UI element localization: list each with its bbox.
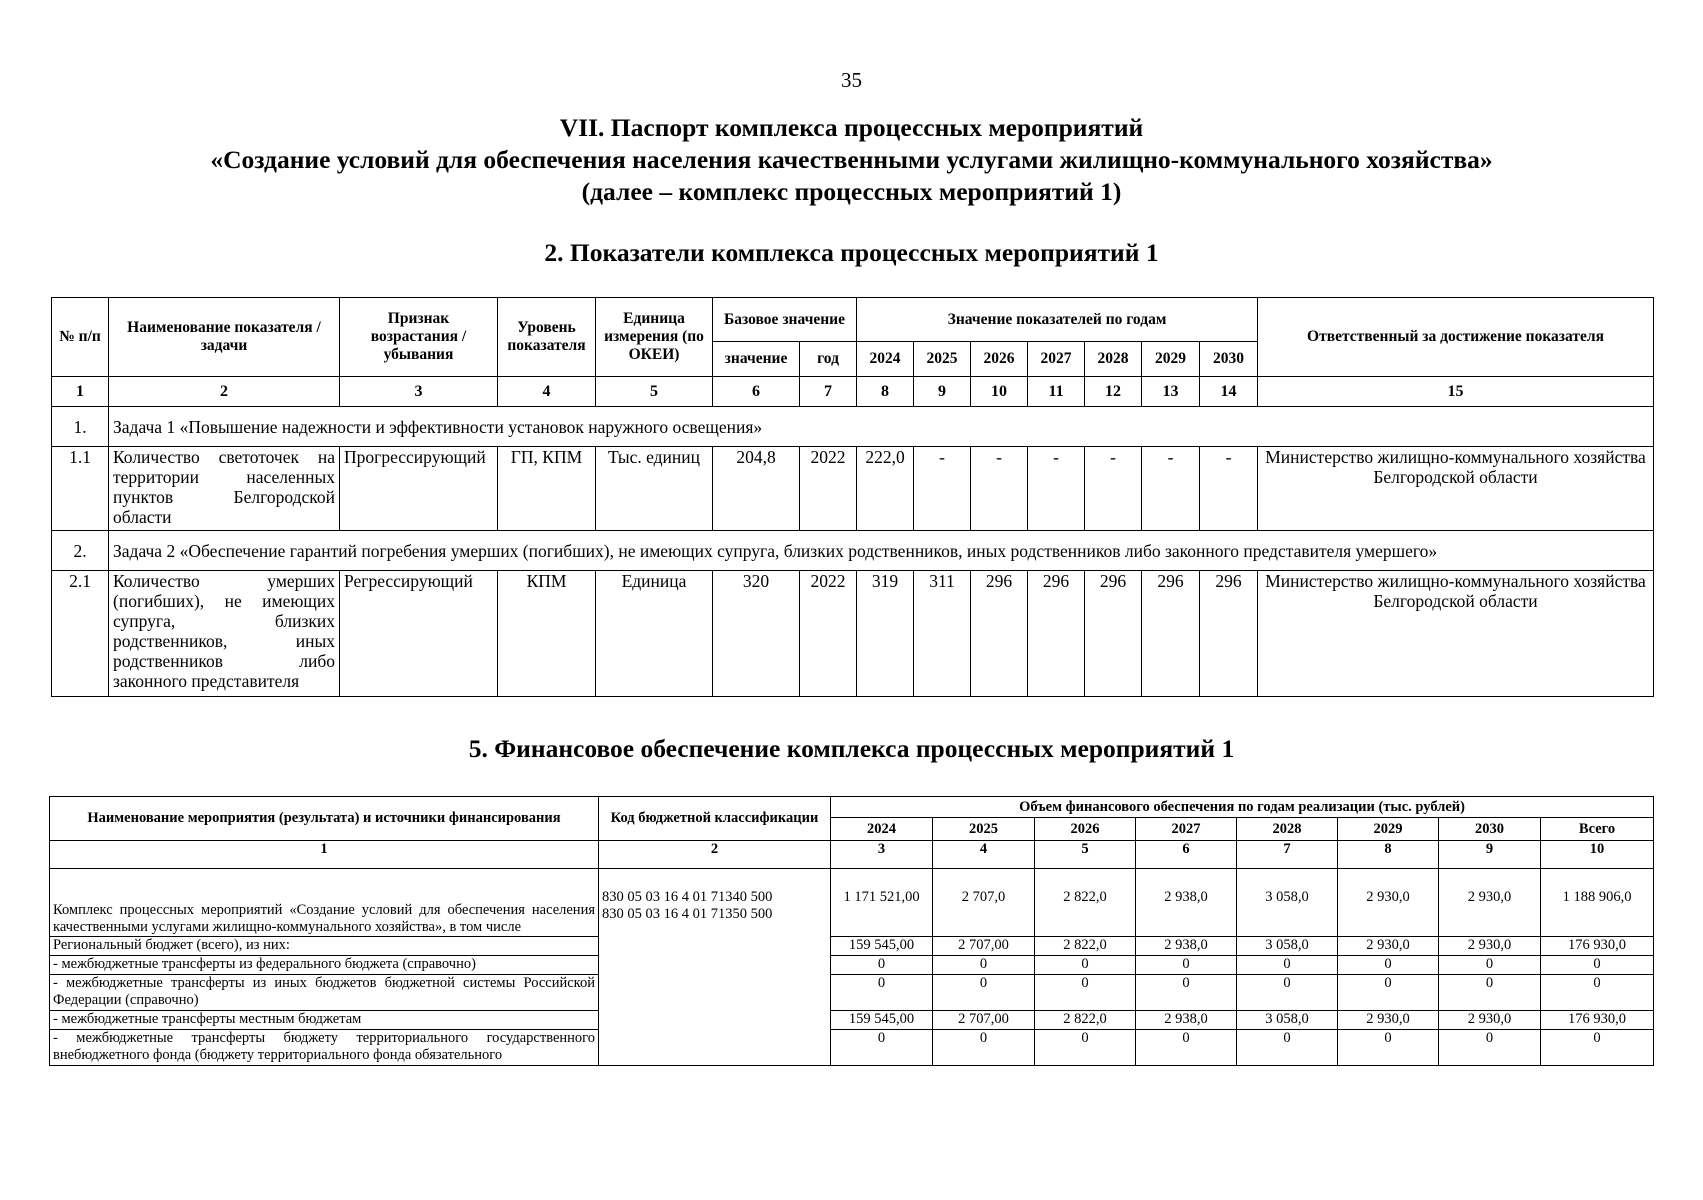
responsible: Министерство жилищно-коммунального хозяйства Белгородской области (1258, 571, 1654, 697)
row-num: 1.1 (52, 447, 109, 531)
task-row (52, 407, 1654, 447)
header-year: 2028 (1085, 342, 1142, 377)
fin-row (50, 956, 1654, 975)
fin-value: 0 (1338, 975, 1439, 1011)
col-number: 2 (109, 377, 340, 407)
fin-value: 2 707,0 (933, 869, 1035, 937)
page-number: 35 (841, 68, 862, 92)
year-value: 222,0 (857, 447, 914, 531)
indicator-row (52, 571, 1654, 697)
base-value: 204,8 (713, 447, 800, 531)
fin-header-year: 2026 (1035, 818, 1136, 841)
responsible: Министерство жилищно-коммунального хозяйства Белгородской области (1258, 447, 1654, 531)
indicator-unit: Единица (596, 571, 713, 697)
header-year: 2025 (914, 342, 971, 377)
fin-row (50, 1030, 1654, 1066)
year-value: - (971, 447, 1028, 531)
year-value: - (1142, 447, 1200, 531)
col-number: 6 (713, 377, 800, 407)
header-base-year: год (800, 342, 857, 377)
indicator-level: КПМ (498, 571, 596, 697)
fin-total: 0 (1541, 975, 1654, 1011)
header-name: Наименование показателя / задачи (109, 298, 340, 377)
task-num: 1. (52, 407, 109, 447)
fin-col-number: 9 (1439, 841, 1541, 869)
fin-value: 2 822,0 (1035, 869, 1136, 937)
fin-row-name: Региональный бюджет (всего), из них: (50, 937, 599, 956)
header-year: 2026 (971, 342, 1028, 377)
fin-value: 0 (1439, 1030, 1541, 1066)
header-year: 2024 (857, 342, 914, 377)
fin-value: 2 930,0 (1338, 1011, 1439, 1030)
task-num: 2. (52, 531, 109, 571)
base-year: 2022 (800, 447, 857, 531)
fin-value: 159 545,00 (831, 937, 933, 956)
fin-col-number: 8 (1338, 841, 1439, 869)
year-value: - (1085, 447, 1142, 531)
fin-value: 2 930,0 (1439, 1011, 1541, 1030)
header-unit: Единица измерения (по ОКЕИ) (596, 298, 713, 377)
fin-value: 0 (1338, 956, 1439, 975)
header-responsible: Ответственный за достижение показателя (1258, 298, 1654, 377)
fin-value: 2 930,0 (1338, 937, 1439, 956)
fin-header-year: 2027 (1136, 818, 1237, 841)
fin-col-number: 6 (1136, 841, 1237, 869)
year-value: 296 (1085, 571, 1142, 697)
indicator-sign: Регрессирующий (340, 571, 498, 697)
year-value: 296 (1142, 571, 1200, 697)
fin-col-number: 2 (599, 841, 831, 869)
fin-value: 2 938,0 (1136, 937, 1237, 956)
fin-col-number: 7 (1237, 841, 1338, 869)
indicators-table (51, 297, 1654, 697)
budget-code: 830 05 03 16 4 01 71350 500 (602, 906, 773, 922)
year-value: - (1028, 447, 1085, 531)
fin-value: 0 (831, 975, 933, 1011)
col-number: 14 (1200, 377, 1258, 407)
col-number: 1 (52, 377, 109, 407)
fin-row-name: - межбюджетные трансферты местным бюджетам (50, 1011, 599, 1030)
fin-row (50, 975, 1654, 1011)
fin-value: 0 (1035, 956, 1136, 975)
indicator-row (52, 447, 1654, 531)
title-line-1: VII. Паспорт комплекса процессных мероприятий (559, 113, 1144, 142)
fin-row (50, 1011, 1654, 1030)
col-number: 8 (857, 377, 914, 407)
base-value: 320 (713, 571, 800, 697)
fin-value: 2 930,0 (1338, 869, 1439, 937)
indicator-unit: Тыс. единиц (596, 447, 713, 531)
title-line-2: «Создание условий для обеспечения населения качественными услугами жилищно-коммунального хозяйства» (210, 145, 1493, 174)
fin-value: 2 707,00 (933, 1011, 1035, 1030)
header-level: Уровень показателя (498, 298, 596, 377)
fin-value: 0 (1136, 975, 1237, 1011)
year-value: - (1200, 447, 1258, 531)
fin-value: 0 (933, 975, 1035, 1011)
fin-value: 2 707,00 (933, 937, 1035, 956)
fin-value: 159 545,00 (831, 1011, 933, 1030)
indicator-name: Количество умерших (погибших), не имеющих супруга, близких родственников, иных родственников либо законного представителя (109, 571, 340, 697)
col-number: 10 (971, 377, 1028, 407)
fin-value: 2 930,0 (1439, 937, 1541, 956)
base-year: 2022 (800, 571, 857, 697)
fin-value: 0 (1439, 956, 1541, 975)
header-base: Базовое значение (713, 298, 857, 342)
indicator-sign: Прогрессирующий (340, 447, 498, 531)
year-value: 311 (914, 571, 971, 697)
header-years-group: Значение показателей по годам (857, 298, 1258, 342)
fin-value: 0 (1237, 975, 1338, 1011)
year-value: 319 (857, 571, 914, 697)
col-number: 4 (498, 377, 596, 407)
budget-code: 830 05 03 16 4 01 71340 500 (602, 889, 773, 905)
fin-total: 1 188 906,0 (1541, 869, 1654, 937)
fin-value: 2 938,0 (1136, 1011, 1237, 1030)
fin-value: 0 (831, 1030, 933, 1066)
fin-value: 0 (1237, 1030, 1338, 1066)
col-number: 5 (596, 377, 713, 407)
year-value: 296 (971, 571, 1028, 697)
fin-value: 3 058,0 (1237, 869, 1338, 937)
fin-header-volume: Объем финансового обеспечения по годам реализации (тыс. рублей) (831, 797, 1654, 818)
header-base-value: значение (713, 342, 800, 377)
fin-value: 0 (933, 956, 1035, 975)
fin-total: 0 (1541, 1030, 1654, 1066)
col-number: 9 (914, 377, 971, 407)
financing-table (49, 796, 1654, 1066)
fin-value: 0 (1035, 1030, 1136, 1066)
col-number: 12 (1085, 377, 1142, 407)
fin-header-year: 2030 (1439, 818, 1541, 841)
fin-value: 0 (1439, 975, 1541, 1011)
col-number: 13 (1142, 377, 1200, 407)
col-number: 7 (800, 377, 857, 407)
header-year: 2029 (1142, 342, 1200, 377)
fin-header-total: Всего (1541, 818, 1654, 841)
header-sign: Признак возрастания / убывания (340, 298, 498, 377)
fin-total: 0 (1541, 956, 1654, 975)
fin-header-code: Код бюджетной классификации (599, 797, 831, 841)
fin-value: 2 822,0 (1035, 937, 1136, 956)
fin-value: 0 (831, 956, 933, 975)
budget-codes (599, 869, 831, 1066)
fin-value: 3 058,0 (1237, 1011, 1338, 1030)
fin-row-name: - межбюджетные трансферты из иных бюджетов бюджетной системы Российской Федерации (справочно) (50, 975, 599, 1011)
fin-value: 0 (1136, 1030, 1237, 1066)
fin-header-name: Наименование мероприятия (результата) и источники финансирования (50, 797, 599, 841)
fin-value: 0 (1035, 975, 1136, 1011)
header-year: 2027 (1028, 342, 1085, 377)
fin-value: 0 (933, 1030, 1035, 1066)
fin-row-name: Комплекс процессных мероприятий «Создание условий для обеспечения населения качественными услугами жилищно-коммунального хозяйства», в том числе (50, 869, 599, 937)
fin-value: 2 822,0 (1035, 1011, 1136, 1030)
task-row (52, 531, 1654, 571)
fin-row-name: - межбюджетные трансферты бюджету территориального государственного внебюджетного фонда (бюджету территориального фонда обязательного (50, 1030, 599, 1066)
fin-row (50, 869, 1654, 937)
fin-value: 0 (1237, 956, 1338, 975)
fin-header-year: 2024 (831, 818, 933, 841)
section-5-heading: 5. Финансовое обеспечение комплекса процессных мероприятий 1 (468, 734, 1235, 763)
fin-header-year: 2028 (1237, 818, 1338, 841)
row-num: 2.1 (52, 571, 109, 697)
fin-total: 176 930,0 (1541, 1011, 1654, 1030)
fin-row-name: - межбюджетные трансферты из федерального бюджета (справочно) (50, 956, 599, 975)
fin-header-year: 2029 (1338, 818, 1439, 841)
col-number: 3 (340, 377, 498, 407)
fin-col-number: 1 (50, 841, 599, 869)
fin-total: 176 930,0 (1541, 937, 1654, 956)
header-num: № п/п (52, 298, 109, 377)
col-number: 15 (1258, 377, 1654, 407)
fin-value: 1 171 521,00 (831, 869, 933, 937)
fin-value: 0 (1136, 956, 1237, 975)
year-value: 296 (1028, 571, 1085, 697)
fin-value: 2 938,0 (1136, 869, 1237, 937)
fin-col-number: 10 (1541, 841, 1654, 869)
fin-value: 0 (1338, 1030, 1439, 1066)
fin-value: 3 058,0 (1237, 937, 1338, 956)
col-number: 11 (1028, 377, 1085, 407)
indicator-name: Количество светоточек на территории населенных пунктов Белгородской области (109, 447, 340, 531)
indicator-level: ГП, КПМ (498, 447, 596, 531)
fin-row (50, 937, 1654, 956)
fin-col-number: 3 (831, 841, 933, 869)
document-title (0, 112, 1703, 208)
fin-value: 2 930,0 (1439, 869, 1541, 937)
year-value: 296 (1200, 571, 1258, 697)
task-text: Задача 2 «Обеспечение гарантий погребения умерших (погибших), не имеющих супруга, близких родственников, иных родственников либо законного представителя умершего» (109, 531, 1654, 571)
year-value: - (914, 447, 971, 531)
task-text: Задача 1 «Повышение надежности и эффективности установок наружного освещения» (109, 407, 1654, 447)
title-line-3: (далее – комплекс процессных мероприятий 1) (581, 177, 1122, 206)
fin-header-year: 2025 (933, 818, 1035, 841)
section-2-heading: 2. Показатели комплекса процессных мероприятий 1 (544, 238, 1159, 267)
fin-col-number: 4 (933, 841, 1035, 869)
fin-col-number: 5 (1035, 841, 1136, 869)
header-year: 2030 (1200, 342, 1258, 377)
